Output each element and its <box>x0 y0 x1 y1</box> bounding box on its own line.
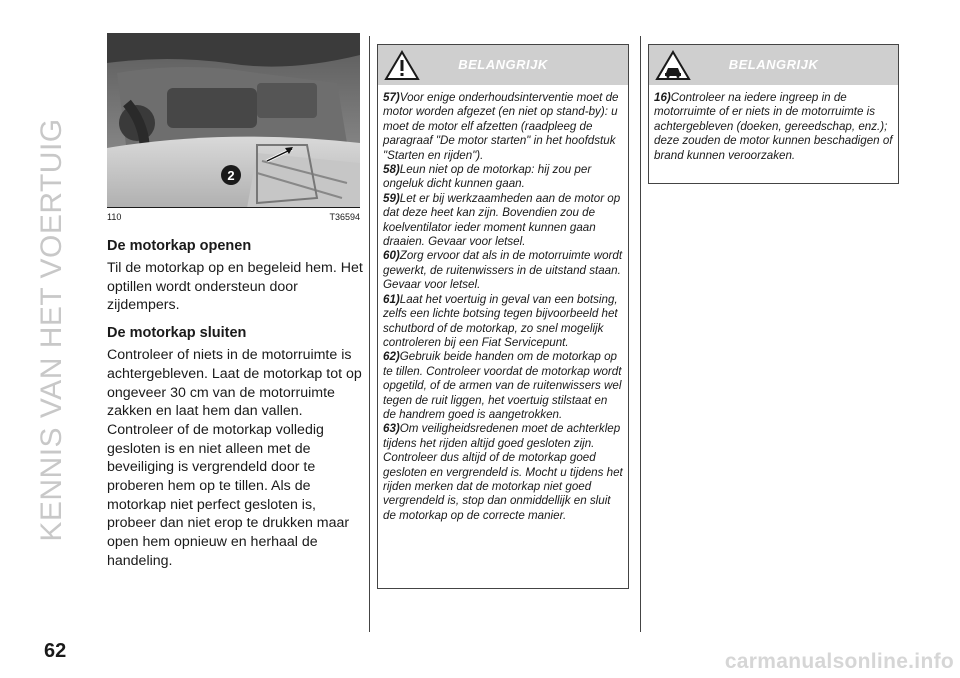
warning-item-text: Zorg ervoor dat als in de motorruimte wordt gewerkt, de ruitenwissers in de uitstand staan. Gevaar voor letsel. <box>383 249 623 292</box>
warning-item <box>383 163 623 192</box>
column-divider <box>640 36 641 632</box>
warning-box-body <box>649 85 898 169</box>
warning-item-number: 62) <box>383 350 400 364</box>
warning-item-text: Om veiligheidsredenen moet de achterklep tijdens het rijden altijd goed gesloten zijn. Controleer dus altijd of de motorkap goed gesloten en vergrendeld is. Mocht u tijdens het rijden merken dat de motorkap niet goed vergrendeld is, stop dan onmiddellijk en sluit de motorkap op de correcte manier. <box>383 422 623 522</box>
warning-item-number: 61) <box>383 292 400 306</box>
heading-hood-close: De motorkap sluiten <box>107 325 247 342</box>
warning-item-text: Laat het voertuig in geval van een botsing, zelfs een lichte botsing tegen bijvoorbeeld het schutbord of de motorkap, zo snel mogelijk controleren bij een Fiat Servicepunt. <box>383 292 618 349</box>
warning-box-body <box>378 85 628 529</box>
main-text-column <box>107 238 367 571</box>
text-hood-close: Controleer of niets in de motorruimte is achtergebleven. Laat de motorkap tot op ongeveer 30 cm van de motorruimte zakken en laat hem dan vallen. Controleer of de motorkap volledig gesloten is en niet alleen met de beveiliging is vergrendeld door te proberen hem op te tillen. Als de motorkap niet perfect gesloten is, probeer dan niet erop te drukken maar open hem opnieuw en herhaal de handeling. <box>107 347 362 569</box>
figure-number: 110 <box>107 212 122 222</box>
warning-item <box>383 249 623 292</box>
warning-item <box>654 91 893 163</box>
warning-box-important <box>377 44 629 589</box>
heading-hood-open: De motorkap openen <box>107 238 252 254</box>
warning-box-environment <box>648 44 899 184</box>
side-chapter-title-text: KENNIS VAN HET VOERTUIG <box>35 118 68 542</box>
warning-box-title: BELANGRIJK <box>728 57 819 72</box>
warning-item-text: Controleer na iedere ingreep in de motorruimte of er niets in de motorruimte is achtergebleven (doeken, gereedschap, enz.); deze zouden de motor kunnen beschadigen of brand kunnen veroorzaken. <box>654 91 893 162</box>
warning-item-text: Gebruik beide handen om de motorkap op te tillen. Controleer voordat de motorkap wordt opgetild, of de armen van de ruitenwissers wel tegen de ruit liggen, het voertuig stilstaat en de handrem goed is aangetrokken. <box>383 350 622 421</box>
warning-item-number: 16) <box>654 91 671 104</box>
figure-bottom-rule <box>107 207 360 208</box>
watermark: carmanualsonline.info <box>724 650 954 673</box>
warning-item-text: Voor enige onderhoudsinterventie moet de motor worden afgezet (en niet op stand-by): u moet de motor elf afzetten (raadpleeg de paragraaf "De motor starten" in het hoofdstuk "Starten en rijden"). <box>383 91 619 162</box>
engine-bay-illustration <box>107 33 360 208</box>
page-number: 62 <box>44 640 67 662</box>
callout-number: 2 <box>227 168 235 183</box>
warning-item-number: 60) <box>383 249 400 263</box>
text-hood-open: Til de motorkap op en begeleid hem. Het optillen wordt ondersteun door zijdempers. <box>107 260 363 314</box>
warning-box-header <box>378 45 628 85</box>
warning-item <box>383 422 623 523</box>
warning-item <box>383 293 623 351</box>
warning-item-number: 59) <box>383 191 400 205</box>
warning-item <box>383 192 623 250</box>
warning-box-title: BELANGRIJK <box>458 57 548 72</box>
warning-item-number: 63) <box>383 422 400 436</box>
warning-item <box>383 91 623 163</box>
warning-item-number: 57) <box>383 91 400 104</box>
warning-item-text: Leun niet op de motorkap: hij zou per ongeluk dicht kunnen gaan. <box>383 163 592 191</box>
warning-item-number: 58) <box>383 163 400 177</box>
engine-bay-figure <box>107 33 360 208</box>
column-divider <box>369 36 370 632</box>
figure-code: T36594 <box>329 212 360 222</box>
warning-item-text: Let er bij werkzaamheden aan de motor op dat deze heet kan zijn. Bovendien zou de koelventilator ieder moment kunnen gaan draaien. Gevaar voor letsel. <box>383 191 621 249</box>
warning-box-header <box>649 45 898 85</box>
warning-item <box>383 350 623 422</box>
